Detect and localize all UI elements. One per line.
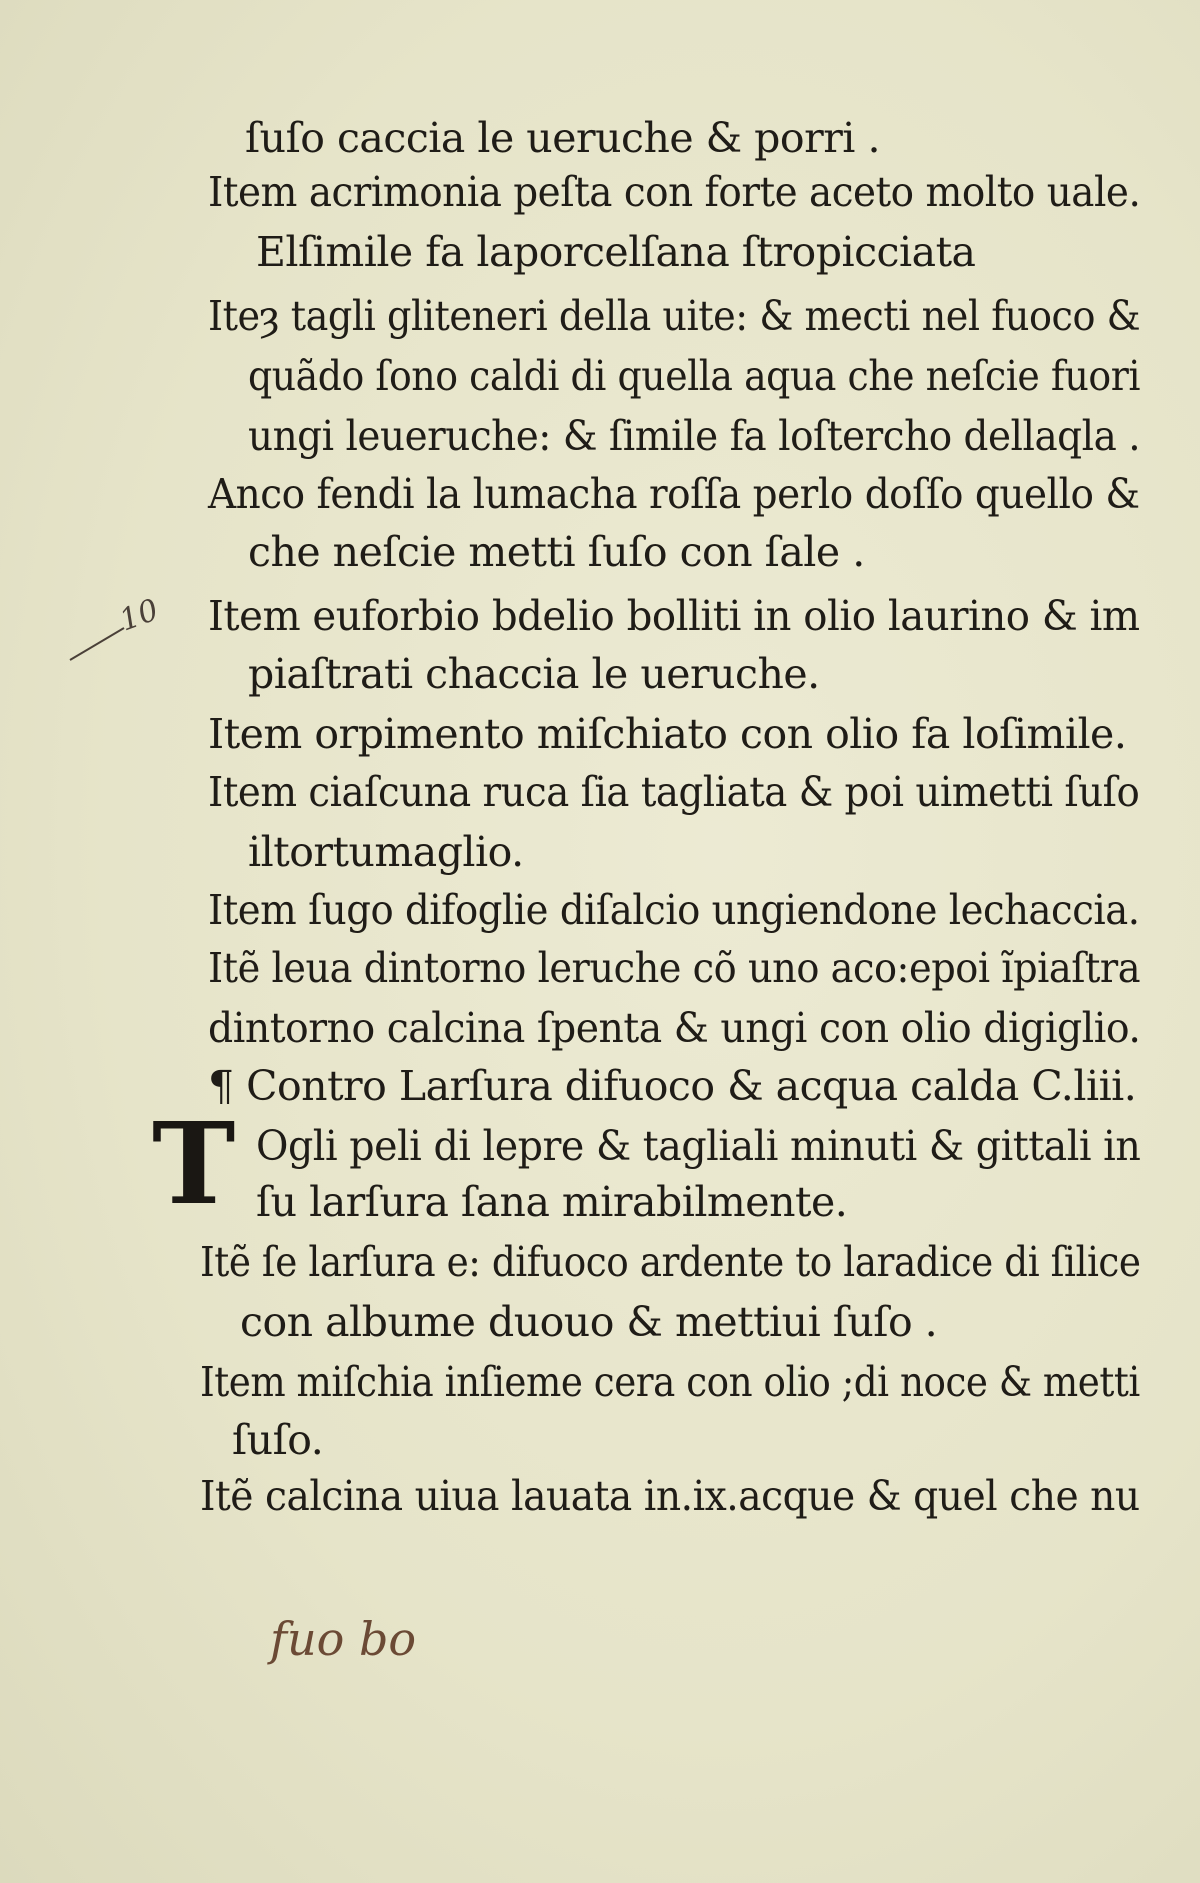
text-line: Ogli peli di lepre & tagliali minuti & gittali in [256,1122,1141,1170]
text-line: ſuſo. [232,1416,324,1464]
text-line: ſu larſura ſana mirabilmente. [256,1178,848,1226]
text-line: Item euforbio bdelio bolliti in olio laurino & im [208,592,1140,640]
text-line: Item orpimento miſchiato con olio fa loſimile. [208,710,1127,758]
text-line: Item ciaſcuna ruca ſia tagliata & poi uimetti ſuſo [208,768,1140,816]
text-line: Anco fendi la lumacha roſſa perlo doſſo quello & [208,470,1140,518]
text-line: Item ſugo difoglie diſalcio ungiendone lechaccia. [208,886,1140,934]
text-line: Item miſchia inſieme cera con olio ;di noce & metti [200,1358,1140,1406]
section-heading: ¶ Contro Larſura difuoco & acqua calda C.liii. [208,1062,1137,1110]
text-line: ſuſo caccia le ueruche & porri . [245,114,880,162]
text-line: iltortumaglio. [248,828,524,876]
text-line: Itẽ calcina uiua lauata in.ix.acque & quel che nu [200,1472,1140,1520]
text-line: ungi leueruche: & ſimile fa loſtercho dellaqla . [248,412,1141,460]
drop-cap: T [152,1099,236,1230]
text-line: con albume duouo & mettiui ſuſo . [240,1298,938,1346]
text-line: Iteȝ tagli gliteneri della uite: & mecti nel fuoco & [208,292,1141,340]
bottom-handwritten-note: fuo bo [270,1612,417,1666]
text-line: Item acrimonia peſta con forte aceto molto uale. [208,168,1141,216]
text-line: piaſtrati chaccia le ueruche. [248,650,820,698]
text-line: che neſcie metti ſuſo con ſale . [248,528,865,576]
text-line: Itẽ leua dintorno leruche cõ uno aco:epoi ĩpiaſtra [208,944,1141,992]
text-line: Elſimile fa laporcelſana ſtropicciata [256,228,976,276]
text-line: dintorno calcina ſpenta & ungi con olio digiglio. [208,1004,1141,1052]
margin-note: 10 [115,592,164,639]
text-line: Itẽ ſe larſura e: difuoco ardente to laradice di ſilice [200,1238,1141,1286]
text-line: quãdo ſono caldi di quella aqua che neſcie fuori [248,352,1140,400]
